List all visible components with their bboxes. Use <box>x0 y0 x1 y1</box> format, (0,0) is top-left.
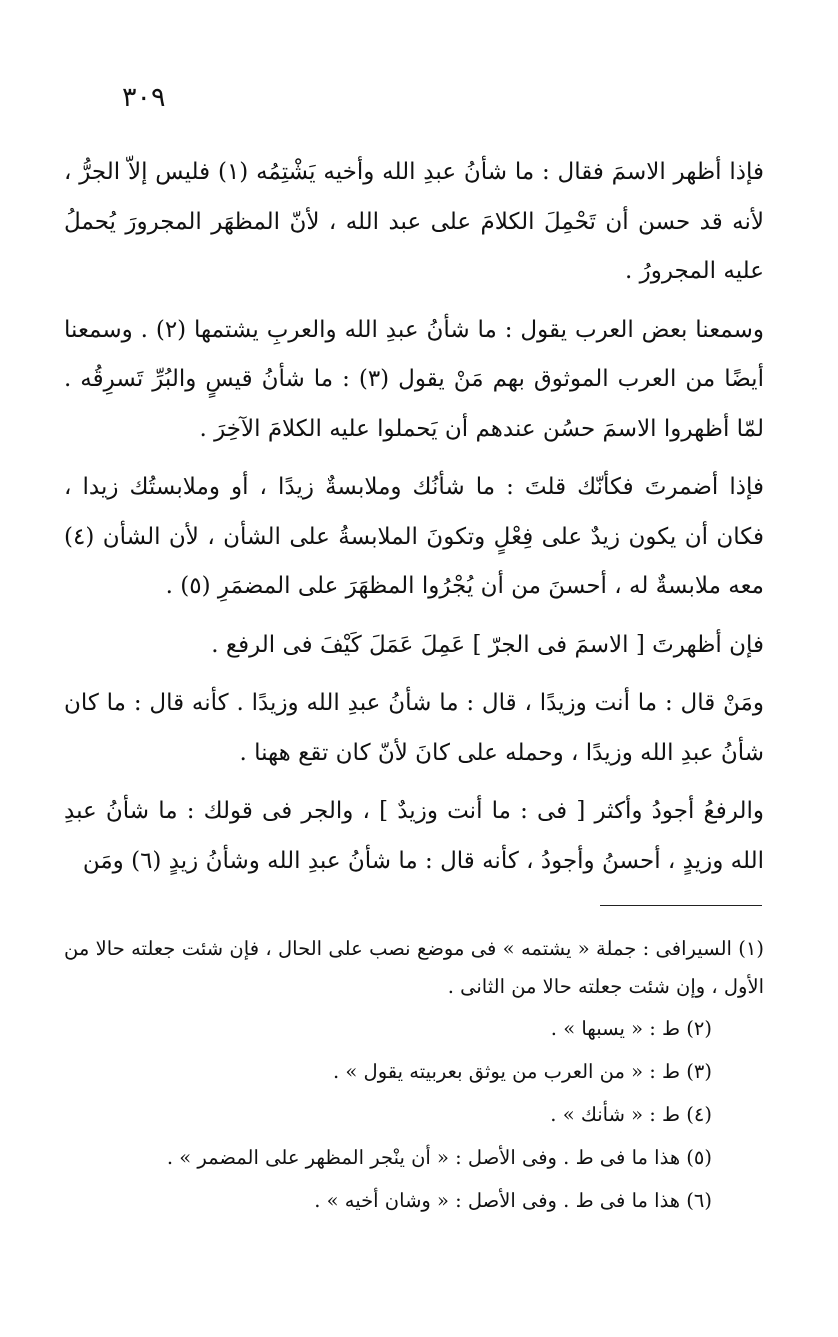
paragraph-3: فإذا أضمرتَ فكأنّك قلتَ : ما شأنُك وملابسةٌ زيدًا ، أو وملابستُك زيدا ، فكان أن يكون زيدٌ على فِعْلٍ وتكونَ الملابسةُ على الشأن ، لأن الشأن (٤) معه ملابسةٌ له ، أحسنَ من أن يُجْرُوا المظهَرَ على المضمَرِ (٥) . <box>64 474 764 599</box>
footnote-2: (٢) ط : « يسبها » . <box>550 1017 712 1040</box>
paragraph-4: فإن أظهرتَ [ الاسمَ فى الجرّ ] عَمِلَ عَمَلَ كَيْفَ فى الرفع . <box>211 631 764 658</box>
paragraph-2: وسمعنا بعض العرب يقول : ما شأنُ عبدِ الله والعربِ يشتمها (٢) . وسمعنا أيضًا من العرب الموثوق بهم مَنْ يقول (٣) : ما شأنُ قيسٍ والبُرِّ تَسرِقُه . لمّا أظهروا الاسمَ حسُن عندهم أن يَحملوا عليه الكلامَ الآخِرَ . <box>64 316 764 442</box>
footnote-divider <box>600 905 762 906</box>
footnote-1: (١) السيرافى : جملة « يشتمه » فى موضع نصب على الحال ، فإن شئت جعلته حالا من الأول ، وإن شئت جعلته حالا من الثانى . <box>64 937 764 998</box>
main-text <box>64 148 764 895</box>
footnote-4: (٤) ط : « شأنك » . <box>550 1103 712 1126</box>
footnote-3: (٣) ط : « من العرب من يوثق بعربيته يقول » . <box>333 1060 712 1083</box>
paragraph-6: والرفعُ أجودُ وأكثر [ فى : ما أنت وزيدٌ ] ، والجر فى قولك : ما شأنُ عبدِ الله وزيدٍ ، أحسنُ وأجودُ ، كأنه قال : ما شأنُ عبدِ الله وشأنُ زيدٍ (٦) ومَن <box>64 798 764 874</box>
footnote-6: (٦) هذا ما فى ط . وفى الأصل : « وشان أخيه » . <box>314 1189 712 1212</box>
page-number: ٣٠٩ <box>122 82 166 113</box>
paragraph-1: فإذا أظهر الاسمَ فقال : ما شأنُ عبدِ الله وأخيه يَشْتِمُه (١) فليس إلاّ الجرُّ ، لأنه قد حسن أن تَحْمِلَ الكلامَ على عبد الله ، لأنّ المظهَر المجرورَ يُحملُ عليه المجرورُ . <box>64 159 764 284</box>
footnote-5: (٥) هذا ما فى ط . وفى الأصل : « أن ينْجر المظهر على المضمر » . <box>166 1146 712 1169</box>
paragraph-5: ومَنْ قال : ما أنت وزيدًا ، قال : ما شأنُ عبدِ الله وزيدًا . كأنه قال : ما كان شأنُ عبدِ الله وزيدًا ، وحمله على كانَ لأنّ كان تقع ههنا . <box>64 690 764 766</box>
footnotes <box>64 930 764 1225</box>
